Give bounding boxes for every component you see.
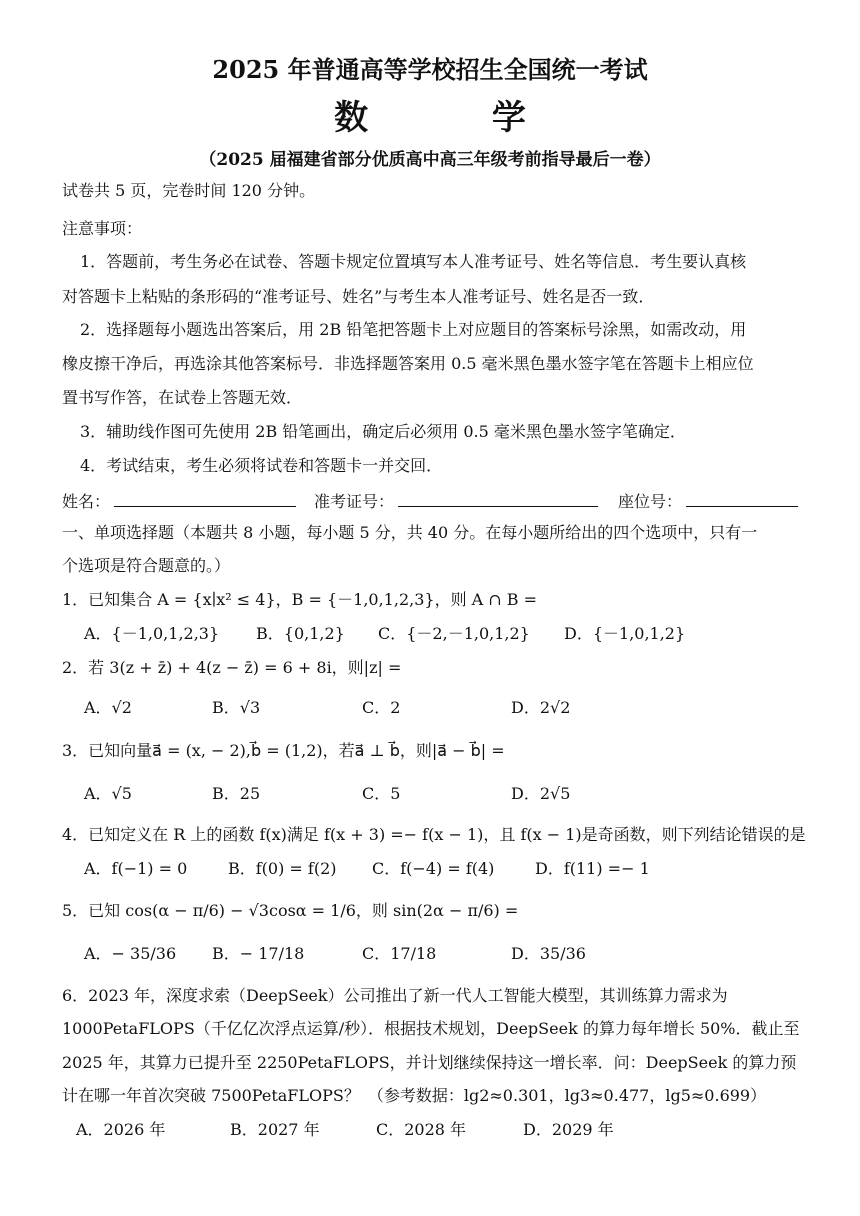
q1-option-c: C．{－2,－1,0,1,2} <box>378 624 530 643</box>
subject-title: 数 学 <box>334 98 582 138</box>
q3-option-d: D．2√5 <box>511 784 571 803</box>
q5-option-b: B．− 17/18 <box>212 944 305 963</box>
q4-option-a: A．f(−1) = 0 <box>84 859 188 878</box>
ticket-label: 准考证号： <box>314 492 395 511</box>
exam-subtitle: （2025 届福建省部分优质高中高三年级考前指导最后一卷） <box>199 150 661 170</box>
pages-time-info: 试卷共 5 页，完卷时间 120 分钟。 <box>62 181 316 200</box>
q2-option-a: A．√2 <box>84 698 132 717</box>
note-2-line-1: 2．选择题每小题选出答案后，用 2B 铅笔把答题卡上对应题目的答案标号涂黑，如需改动，用 <box>80 320 747 339</box>
question-6-line-4: 计在哪一年首次突破 7500PetaFLOPS？ （参考数据：lg2≈0.301，lg3≈0.477，lg5≈0.699） <box>62 1086 767 1105</box>
note-4: 4．考试结束，考生必须将试卷和答题卡一并交回． <box>80 456 443 475</box>
q4-option-b: B．f(0) = f(2) <box>228 859 337 878</box>
question-6-line-2: 1000PetaFLOPS（千亿亿次浮点运算/秒）．根据技术规划，DeepSeek 的算力每年增长 50%．截止至 <box>62 1019 800 1038</box>
q3-option-c: C．5 <box>362 784 401 803</box>
q3-option-b: B．25 <box>212 784 261 803</box>
q4-option-c: C．f(−4) = f(4) <box>372 859 495 878</box>
q4-option-d: D．f(11) =− 1 <box>535 859 650 878</box>
section-1-heading-line-1: 一、单项选择题（本题共 8 小题，每小题 5 分，共 40 分。在每小题所给出的四个选项中，只有一 <box>62 523 758 542</box>
q1-option-d: D．{－1,0,1,2} <box>564 624 686 643</box>
q2-option-d: D．2√2 <box>511 698 571 717</box>
q5-option-d: D．35/36 <box>511 944 586 963</box>
question-2-stem: 2．若 3(z + z̄) + 4(z − z̄) = 6 + 8i，则|z| = <box>62 658 402 677</box>
section-1-heading-line-2: 个选项是符合题意的。） <box>62 556 231 575</box>
exam-title: 2025 年普通高等学校招生全国统一考试 <box>212 55 648 84</box>
question-4-stem: 4．已知定义在 R 上的函数 f(x)满足 f(x + 3) =− f(x − 1)，且 f(x − 1)是奇函数，则下列结论错误的是 <box>62 825 806 844</box>
seat-blank <box>686 488 798 507</box>
q2-option-c: C．2 <box>362 698 401 717</box>
seat-label: 座位号： <box>618 492 683 511</box>
question-5-stem: 5．已知 cos(α − π/6) − √3cosα = 1/6，则 sin(2α − π/6) = <box>62 901 519 920</box>
ticket-blank <box>398 488 598 507</box>
q6-option-c: C．2028 年 <box>376 1120 467 1139</box>
name-blank <box>114 488 296 507</box>
note-3: 3．辅助线作图可先使用 2B 铅笔画出，确定后必须用 0.5 毫米黑色墨水签字笔确定． <box>80 422 686 441</box>
q3-option-a: A．√5 <box>84 784 132 803</box>
note-1-line-2: 对答题卡上粘贴的条形码的“准考证号、姓名”与考生本人准考证号、姓名是否一致． <box>62 287 655 306</box>
q6-option-d: D．2029 年 <box>523 1120 614 1139</box>
note-2-line-3: 置书写作答，在试卷上答题无效． <box>62 388 303 407</box>
question-3-stem: 3．已知向量a⃗ = (x, − 2),b⃗ = (1,2)，若a⃗ ⊥ b⃗，则|a⃗ − b⃗| = <box>62 741 505 760</box>
q6-option-a: A．2026 年 <box>76 1120 166 1139</box>
note-1-line-1: 1．答题前，考生务必在试卷、答题卡规定位置填写本人准考证号、姓名等信息．考生要认真核 <box>80 252 747 271</box>
q5-option-a: A．− 35/36 <box>84 944 177 963</box>
note-2-line-2: 橡皮擦干净后，再选涂其他答案标号．非选择题答案用 0.5 毫米黑色墨水签字笔在答题卡上相应位 <box>62 354 754 373</box>
q1-option-b: B．{0,1,2} <box>256 624 345 643</box>
question-1-stem: 1．已知集合 A = {x∣x² ≤ 4}，B = {－1,0,1,2,3}，则 A ∩ B = <box>62 590 538 609</box>
q1-option-a: A．{－1,0,1,2,3} <box>84 624 220 643</box>
question-6-line-3: 2025 年，其算力已提升至 2250PetaFLOPS，并计划继续保持这一增长率．问：DeepSeek 的算力预 <box>62 1053 797 1072</box>
q6-option-b: B．2027 年 <box>230 1120 320 1139</box>
question-6-line-1: 6．2023 年，深度求索（DeepSeek）公司推出了新一代人工智能大模型，其训练算力需求为 <box>62 986 728 1005</box>
q5-option-c: C．17/18 <box>362 944 437 963</box>
name-label: 姓名： <box>62 492 111 511</box>
notes-heading: 注意事项： <box>62 219 143 238</box>
q2-option-b: B．√3 <box>212 698 261 717</box>
